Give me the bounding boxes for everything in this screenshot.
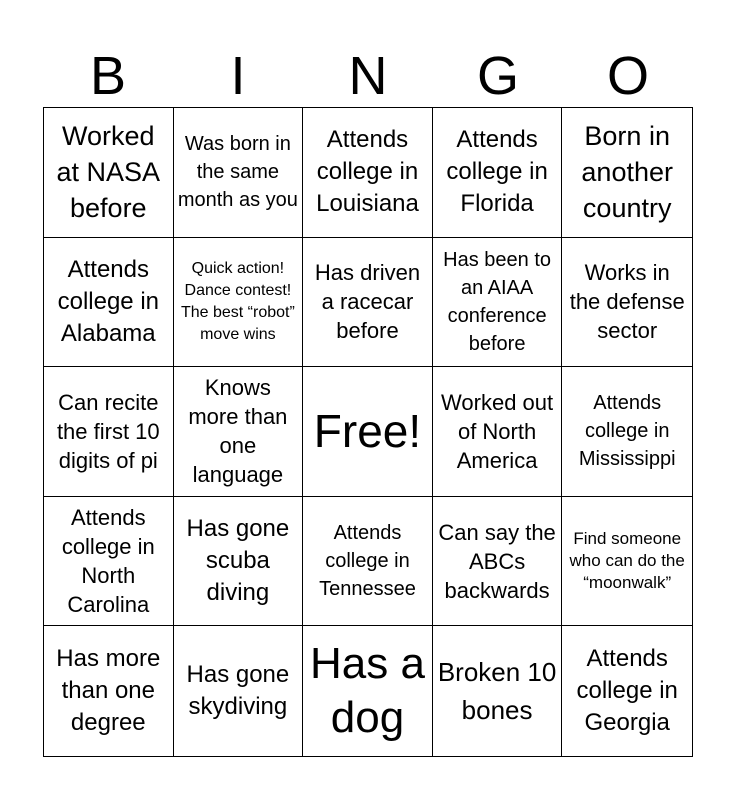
cell-text: Worked out of North America [441,389,554,473]
bingo-cell[interactable] [433,238,563,368]
cell-text: Quick action! Dance contest! The best “robot” move wins [180,259,295,343]
bingo-cell[interactable] [303,108,433,238]
bingo-cell[interactable] [174,108,304,238]
cell-text: Attends college in Tennessee [319,522,416,601]
bingo-cell[interactable] [174,238,304,368]
cell-text: Has a dog [310,639,425,743]
bingo-cell[interactable] [44,238,174,368]
cell-text: Can recite the first 10 digits of pi [56,389,160,473]
cell-text: Attends college in Louisiana [316,126,419,218]
bingo-cell[interactable] [562,238,692,368]
cell-text: Has been to an AIAA conference before [443,248,552,355]
header-letter-i: I [230,46,246,106]
bingo-cell[interactable] [562,626,692,756]
bingo-cell[interactable] [433,367,563,497]
header-letter-b: B [89,46,127,106]
bingo-cell[interactable] [303,626,433,756]
cell-text: Attends college in Georgia [576,645,678,737]
cell-text: Attends college in North Carolina [61,505,155,618]
cell-text: Find someone who can do the “moonwalk” [569,529,685,593]
bingo-cell[interactable] [174,626,304,756]
header-letter-g: G [476,46,519,106]
bingo-cell[interactable] [44,367,174,497]
cell-text: Knows more than one language [188,375,288,488]
cell-text: Worked at NASA before [56,121,161,224]
bingo-cell[interactable] [174,367,304,497]
cell-text: Works in the defense sector [569,260,685,344]
header-letter-o: O [606,46,649,106]
bingo-cell[interactable] [303,238,433,368]
bingo-cell[interactable] [174,497,304,627]
bingo-cell[interactable] [433,108,563,238]
cell-text: Attends college in Mississippi [578,392,676,471]
cell-text: Broken 10 bones [437,657,557,726]
cell-text: Has driven a racecar before [314,260,421,344]
bingo-cell[interactable] [44,626,174,756]
bingo-header [43,44,693,108]
cell-text: Was born in the same month as you [177,133,298,212]
bingo-board [43,107,693,757]
free-space[interactable] [303,367,433,497]
bingo-cell[interactable] [303,497,433,627]
cell-text: Has gone scuba diving [186,515,290,607]
bingo-cell[interactable] [433,497,563,627]
bingo-cell[interactable] [562,497,692,627]
bingo-cell[interactable] [562,108,692,238]
cell-text: Can say the ABCs backwards [438,519,556,603]
header-letter-n: N [348,46,388,106]
cell-text: Attends college in Alabama [57,255,159,347]
cell-text: Free! [313,405,422,458]
cell-text: Attends college in Florida [446,126,548,218]
bingo-cell[interactable] [562,367,692,497]
cell-text: Has gone skydiving [186,661,290,721]
bingo-cell[interactable] [44,108,174,238]
bingo-cell[interactable] [433,626,563,756]
bingo-cell[interactable] [44,497,174,627]
cell-text: Born in another country [581,121,673,224]
cell-text: Has more than one degree [56,645,161,737]
